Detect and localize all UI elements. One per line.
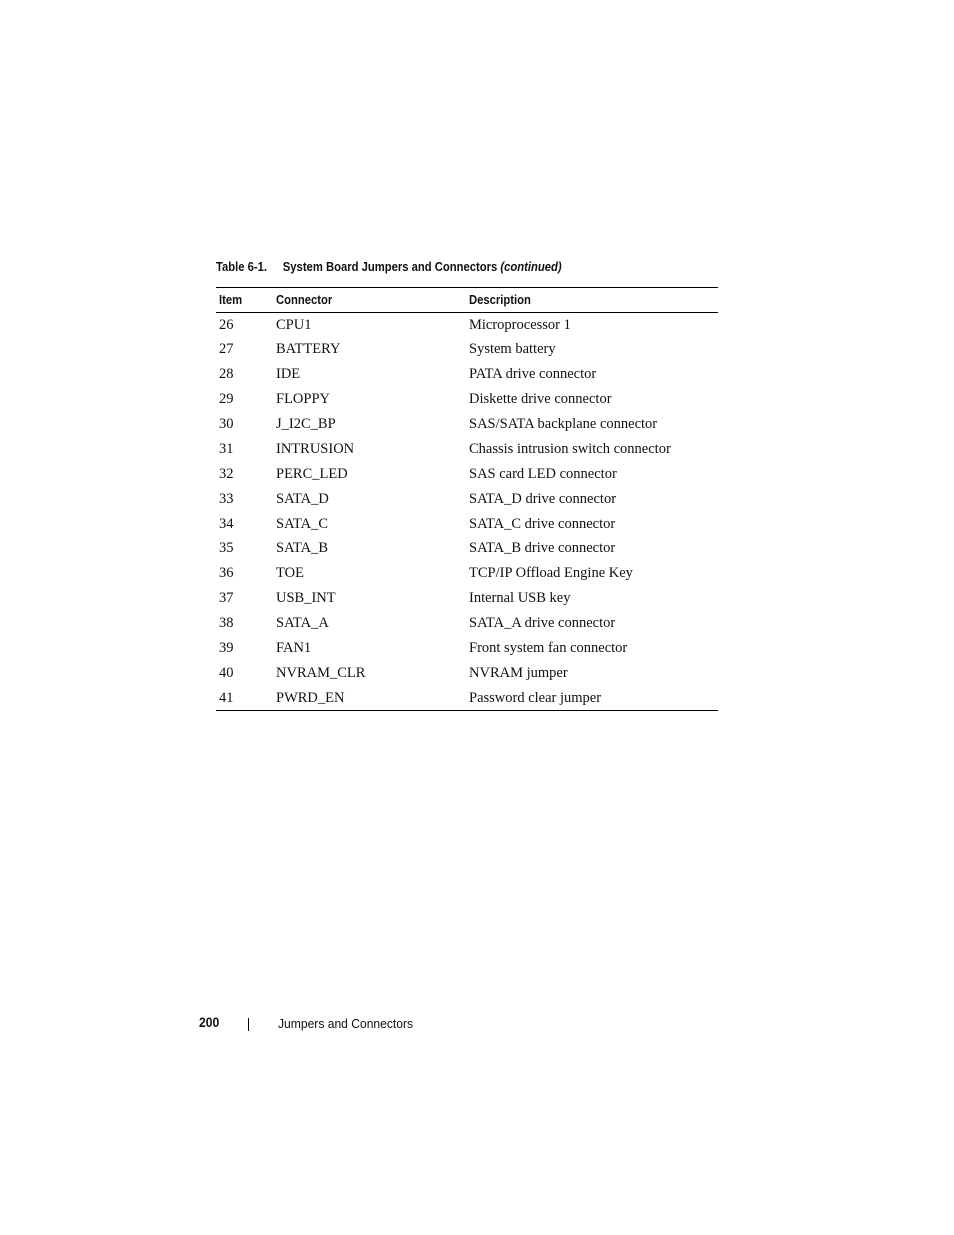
header-item: Item	[216, 288, 273, 313]
cell-connector: NVRAM_CLR	[276, 664, 366, 681]
cell-connector: FLOPPY	[276, 391, 330, 408]
cell-item: 40	[219, 664, 234, 681]
cell-description: SAS card LED connector	[469, 465, 617, 482]
footer-section-title: Jumpers and Connectors	[278, 1016, 414, 1031]
cell-description: SATA_B drive connector	[469, 540, 616, 557]
cell-item: 31	[219, 440, 234, 457]
cell-connector: SATA_D	[276, 490, 329, 507]
cell-item: 39	[219, 640, 234, 657]
table-caption-title: System Board Jumpers and Connectors	[282, 260, 498, 274]
cell-connector: SATA_B	[276, 540, 329, 557]
table-row	[216, 561, 718, 586]
table-row	[216, 462, 718, 487]
cell-connector: BATTERY	[276, 341, 341, 358]
table-row	[216, 611, 718, 636]
cell-item: 37	[219, 590, 234, 607]
cell-item: 35	[219, 540, 234, 557]
table-row	[216, 537, 718, 562]
table-row	[216, 512, 718, 537]
table-row	[216, 412, 718, 437]
cell-connector: TOE	[276, 565, 304, 582]
cell-item: 34	[219, 515, 234, 532]
cell-connector: USB_INT	[276, 590, 336, 607]
cell-description: SAS/SATA backplane connector	[469, 416, 658, 432]
table-row	[216, 661, 718, 686]
cell-description: Front system fan connector	[469, 640, 628, 657]
cell-item: 30	[219, 416, 234, 432]
table-row	[216, 313, 718, 338]
cell-description: Internal USB key	[469, 590, 571, 607]
cell-item: 36	[219, 565, 234, 582]
table-row	[216, 362, 718, 387]
table-row	[216, 636, 718, 661]
cell-item: 38	[219, 615, 234, 632]
cell-description: Diskette drive connector	[469, 391, 612, 408]
table-row	[216, 487, 718, 512]
header-description: Description	[466, 288, 718, 313]
cell-connector: IDE	[276, 366, 301, 383]
header-connector: Connector	[273, 288, 466, 313]
cell-description: Microprocessor 1	[469, 316, 571, 333]
cell-connector: PWRD_EN	[273, 686, 466, 711]
cell-description: NVRAM jumper	[469, 664, 568, 681]
jumpers-connectors-table	[216, 287, 718, 711]
cell-description: SATA_D drive connector	[469, 490, 617, 507]
cell-connector: SATA_A	[276, 615, 329, 632]
table-row	[216, 586, 718, 611]
cell-item: 41	[216, 686, 273, 711]
cell-description: SATA_A drive connector	[469, 615, 616, 632]
table-header-row	[216, 288, 718, 313]
cell-connector: J_I2C_BP	[276, 416, 336, 432]
cell-description: Chassis intrusion switch connector	[469, 440, 671, 457]
cell-description: Password clear jumper	[466, 686, 718, 711]
cell-connector: SATA_C	[276, 515, 329, 532]
cell-connector: PERC_LED	[276, 465, 348, 482]
table-caption-continued: (continued)	[500, 260, 562, 274]
cell-item: 33	[219, 490, 234, 507]
cell-description: SATA_C drive connector	[469, 515, 616, 532]
table-caption	[216, 260, 562, 274]
table-row	[216, 337, 718, 362]
cell-connector: CPU1	[276, 316, 312, 333]
cell-item: 26	[219, 316, 234, 333]
table-row	[216, 686, 718, 711]
cell-connector: FAN1	[276, 640, 312, 657]
cell-description: PATA drive connector	[469, 366, 597, 383]
cell-connector: INTRUSION	[276, 440, 355, 457]
table-row	[216, 387, 718, 412]
page-number: 200	[199, 1015, 220, 1030]
cell-item: 32	[219, 465, 234, 482]
cell-description: TCP/IP Offload Engine Key	[469, 565, 633, 582]
table-body	[216, 313, 718, 711]
table-caption-label: Table 6-1.	[216, 260, 268, 274]
cell-item: 28	[219, 366, 234, 383]
cell-item: 27	[219, 341, 234, 358]
cell-description: System battery	[469, 341, 556, 358]
footer-separator	[248, 1018, 249, 1031]
table-row	[216, 437, 718, 462]
cell-item: 29	[219, 391, 234, 408]
